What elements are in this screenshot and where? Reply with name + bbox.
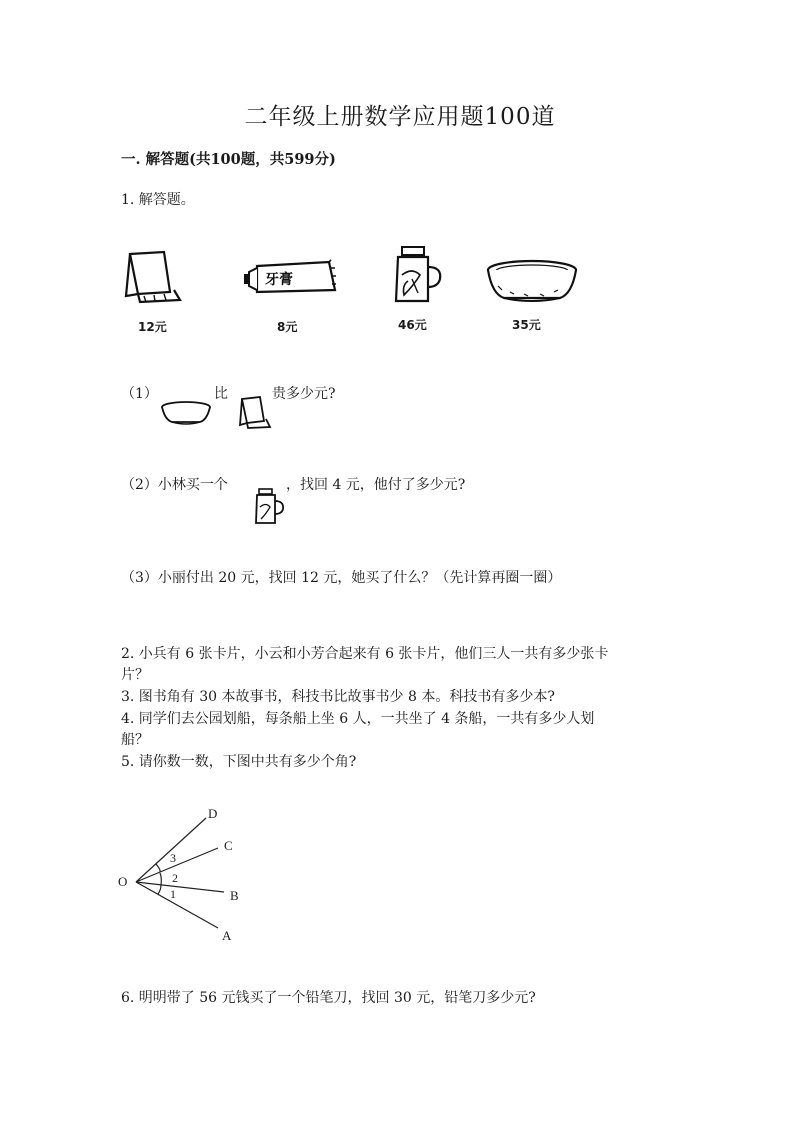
arc-angle-2 [160,873,161,885]
angle-label-3: 3 [170,851,176,865]
question-5: 5. 请你数一数，下图中共有多少个角? [121,754,357,770]
price-towel: 12元 [138,320,167,334]
thermos-picture [390,245,446,305]
sub2-question-tail: ，找回 4 元，他付了多少元? [286,477,466,493]
angle-label-2: 2 [172,871,178,885]
price-toothpaste: 8元 [277,320,298,334]
ray-ob [136,882,224,892]
sub1-question-tail: 贵多少元? [272,386,336,402]
arc-angle-3 [156,864,160,872]
section-heading: 一. 解答题(共100题，共599分) [121,151,336,168]
angle-label-1: 1 [170,887,176,901]
price-thermos: 46元 [398,318,427,332]
question-2-line-1: 2. 小兵有 6 张卡片，小云和小芳合起来有 6 张卡片，他们三人一共有多少张卡 [121,646,609,662]
price-basin: 35元 [512,318,541,332]
basin-picture [484,258,580,304]
sub1-basin-icon [160,400,212,426]
question-4-line-1: 4. 同学们去公园划船，每条船上坐 6 人，一共坐了 4 条船，一共有多少人划 [121,711,595,727]
vertex-label-o: O [118,874,128,889]
question-4-line-2: 船？ [121,732,149,748]
sub1-number: （1） [121,386,158,402]
ray-label-a: A [222,928,232,943]
sub1-compare-word: 比 [214,386,228,402]
question-3: 3. 图书角有 30 本故事书，科技书比故事书少 8 本。科技书有多少本? [121,689,555,705]
towel-picture [124,248,184,308]
question-6: 6. 明明带了 56 元钱买了一个铅笔刀，找回 30 元，铅笔刀多少元? [121,990,536,1006]
ray-label-c: C [224,838,233,853]
toothpaste-label: 牙膏 [265,272,293,288]
arc-angle-1 [158,885,161,894]
ray-oa [136,882,218,928]
sub3-question: （3）小丽付出 20 元，找回 12 元，她买了什么？（先计算再圈一圈） [121,570,562,586]
question-2-line-2: 片？ [121,667,149,683]
sub2-thermos-icon [252,488,286,526]
ray-od [136,818,206,882]
question-1-text: 1. 解答题。 [121,192,195,208]
sub1-towel-icon [238,395,272,431]
ray-label-d: D [208,806,218,821]
sub2-question-head: （2）小林买一个 [121,477,228,493]
page-title: 二年级上册数学应用题100道 [244,104,556,130]
ray-label-b: B [230,888,239,903]
toothpaste-picture [243,258,339,298]
angle-figure [112,800,262,950]
